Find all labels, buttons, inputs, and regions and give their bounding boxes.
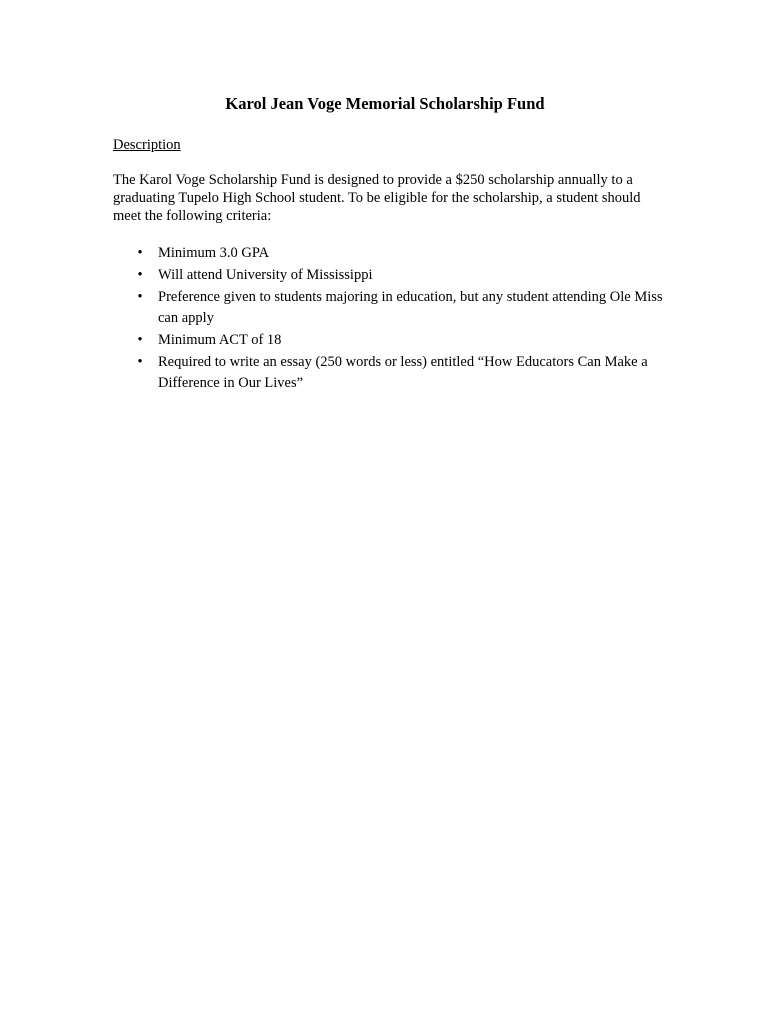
- bullet-icon: •: [137, 267, 143, 283]
- criterion-text: Will attend University of Mississippi: [158, 267, 373, 283]
- bullet-icon: •: [137, 332, 143, 348]
- section-heading-description: Description: [113, 137, 181, 153]
- criterion-text: Preference given to students majoring in education, but any student attending Ole Miss can apply: [158, 289, 663, 326]
- list-item: [113, 330, 665, 351]
- bullet-icon: •: [137, 289, 143, 305]
- criterion-text: Required to write an essay (250 words or less) entitled “How Educators Can Make a Difference in Our Lives”: [158, 354, 648, 391]
- document-title: Karol Jean Voge Memorial Scholarship Fund: [225, 94, 545, 113]
- criterion-text: Minimum 3.0 GPA: [158, 245, 270, 261]
- list-item: [113, 287, 665, 329]
- list-item: [113, 243, 665, 264]
- criteria-list: [113, 243, 665, 395]
- intro-paragraph: The Karol Voge Scholarship Fund is designed to provide a $250 scholarship annually to a graduating Tupelo High School student. To be eligible for the scholarship, a student should meet the following criteria:: [113, 172, 641, 224]
- list-item: [113, 352, 665, 394]
- bullet-icon: •: [137, 245, 143, 261]
- bullet-icon: •: [137, 354, 143, 370]
- criterion-text: Minimum ACT of 18: [158, 332, 282, 348]
- list-item: [113, 265, 665, 286]
